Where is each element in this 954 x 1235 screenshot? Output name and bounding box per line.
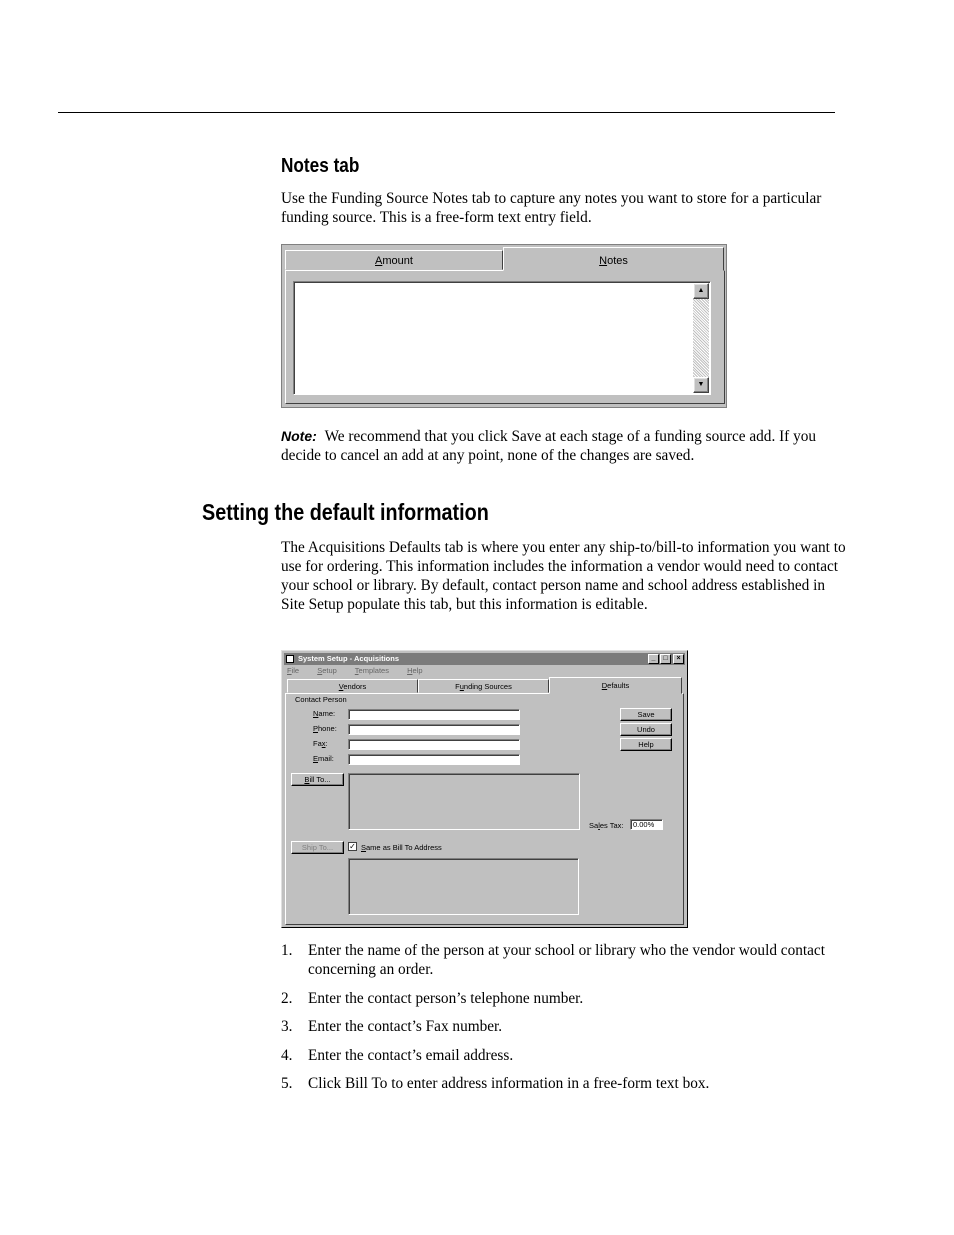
sales-tax-field[interactable]: 0.00% (630, 819, 663, 830)
tab-defaults[interactable] (549, 677, 682, 694)
tab-vendors-label: endors (343, 682, 367, 691)
fax-mnemonic: x (321, 739, 326, 748)
step-text: Enter the name of the person at your school or library who the vendor would contact concerning an order. (308, 942, 825, 978)
scroll-down-arrow-icon[interactable]: ▼ (693, 377, 709, 393)
step-number: 1. (281, 942, 293, 959)
fax-field[interactable] (348, 739, 520, 750)
email-field[interactable] (348, 754, 520, 765)
same-as-bill-label (361, 843, 442, 852)
menu-file-mnemonic: F (287, 666, 292, 675)
name-label-text: ame: (318, 709, 336, 718)
help-button[interactable]: Help (620, 738, 672, 751)
step-number: 4. (281, 1046, 293, 1064)
list-item (281, 941, 846, 979)
fax-label (313, 739, 328, 748)
step-number: 3. (281, 1018, 293, 1035)
menu-help[interactable] (407, 666, 430, 675)
step-text: Enter the contact’s email address. (308, 1046, 514, 1064)
sales-tax-pre: Sa (589, 821, 599, 830)
tab-defaults-mnemonic: D (601, 681, 608, 690)
menu-setup-label: etup (322, 666, 337, 675)
save-button[interactable]: Save (620, 708, 672, 721)
acquisitions-window-screenshot (281, 650, 688, 928)
tab-amount[interactable] (285, 250, 503, 270)
notes-scrollbar[interactable] (693, 283, 709, 393)
notes-tab-paragraph: Use the Funding Source Notes tab to capture any notes you want to store for a particular funding source. This is a free-form text entry field. (281, 190, 822, 226)
notes-textarea[interactable] (293, 281, 711, 395)
step-number: 5. (281, 1075, 293, 1092)
step-text: Click Bill To to enter address information in a free-form text box. (308, 1075, 710, 1092)
ship-to-address-box[interactable] (348, 858, 579, 915)
email-mnemonic: E (313, 754, 319, 763)
list-item (281, 1017, 846, 1036)
sales-tax-mnemonic: l (598, 821, 600, 830)
tab-funding-pre: F (455, 682, 460, 691)
contact-person-label: Contact Person (295, 695, 347, 704)
phone-field[interactable] (348, 724, 520, 735)
scroll-up-arrow-icon[interactable]: ▲ (693, 283, 709, 299)
window-title: System Setup - Acquisitions (298, 654, 399, 663)
email-label-text: mail: (318, 754, 334, 763)
menu-setup[interactable] (317, 666, 345, 675)
same-as-bill-label-text: ame as Bill To Address (366, 843, 442, 852)
bill-to-label: ill To... (309, 775, 331, 784)
tab-amount-mnemonic: A (375, 255, 383, 267)
step-text: Enter the contact person’s telephone number. (308, 989, 584, 1007)
steps-list (281, 941, 846, 1103)
phone-label (313, 724, 337, 733)
menu-file[interactable] (287, 666, 307, 675)
same-as-bill-mnemonic: S (361, 843, 367, 852)
note-block (281, 427, 846, 465)
ship-to-button[interactable]: Ship To... (291, 841, 344, 854)
name-field[interactable] (348, 709, 520, 720)
name-mnemonic: N (313, 709, 319, 718)
list-item (281, 1074, 846, 1093)
defaults-heading: Setting the default information (202, 499, 489, 525)
step-number: 2. (281, 989, 293, 1007)
menu-templates-label: emplates (358, 666, 389, 675)
menu-file-label: ile (291, 666, 300, 675)
menu-setup-mnemonic: S (317, 666, 323, 675)
bill-to-button[interactable] (291, 773, 344, 786)
phone-mnemonic: P (313, 724, 319, 733)
maximize-icon[interactable]: □ (660, 654, 671, 664)
menu-templates[interactable] (355, 666, 397, 675)
app-icon (286, 655, 294, 663)
note-text: We recommend that you click Save at each stage of a funding source add. If you decide to cancel an add at any point, none of the changes are saved. (281, 428, 817, 464)
header-rule (58, 112, 835, 113)
tab-amount-label: mount (382, 255, 413, 267)
sales-tax-label-text: es Tax: (599, 821, 624, 830)
list-item (281, 1046, 846, 1065)
close-icon[interactable]: × (673, 654, 684, 664)
tab-notes-label: otes (607, 255, 628, 267)
note-label: Note: (281, 428, 317, 444)
step-text: Enter the contact’s Fax number. (308, 1018, 503, 1035)
same-as-bill-checkbox[interactable]: ✓ (349, 842, 356, 851)
window-titlebar (284, 653, 685, 665)
menu-help-label: elp (412, 666, 423, 675)
name-label (313, 709, 335, 718)
bill-to-address-box[interactable] (348, 773, 580, 830)
defaults-paragraph: The Acquisitions Defaults tab is where you enter any ship-to/bill-to information you want to use for ordering. This information includes the information a vendor would need to contact your school or library. By default, contact person name and school address established in Site Setup populate this tab, but this information is editable. (281, 539, 846, 613)
menu-templates-mnemonic: T (354, 666, 359, 675)
undo-button[interactable]: Undo (620, 723, 672, 736)
bill-to-mnemonic: B (304, 775, 310, 784)
tab-defaults-label: efaults (607, 681, 630, 690)
notes-tab-screenshot (281, 244, 727, 408)
tab-funding-sources[interactable] (418, 679, 549, 693)
tab-notes-mnemonic: N (599, 255, 608, 267)
tab-vendors-mnemonic: V (338, 682, 344, 691)
sales-tax-label (589, 821, 623, 830)
menu-help-mnemonic: H (407, 666, 413, 675)
minimize-icon[interactable]: _ (648, 654, 659, 664)
fax-label-text: : (325, 739, 328, 748)
fax-pre: Fa (313, 739, 322, 748)
tab-vendors[interactable] (287, 679, 418, 693)
tab-funding-mnemonic: u (459, 682, 464, 691)
tab-notes[interactable] (503, 247, 724, 271)
email-label (313, 754, 334, 763)
tab-funding-label: nding Sources (463, 682, 512, 691)
phone-label-text: hone: (318, 724, 337, 733)
notes-tab-heading: Notes tab (281, 155, 360, 177)
menu-bar (287, 665, 439, 676)
list-item (281, 989, 846, 1008)
